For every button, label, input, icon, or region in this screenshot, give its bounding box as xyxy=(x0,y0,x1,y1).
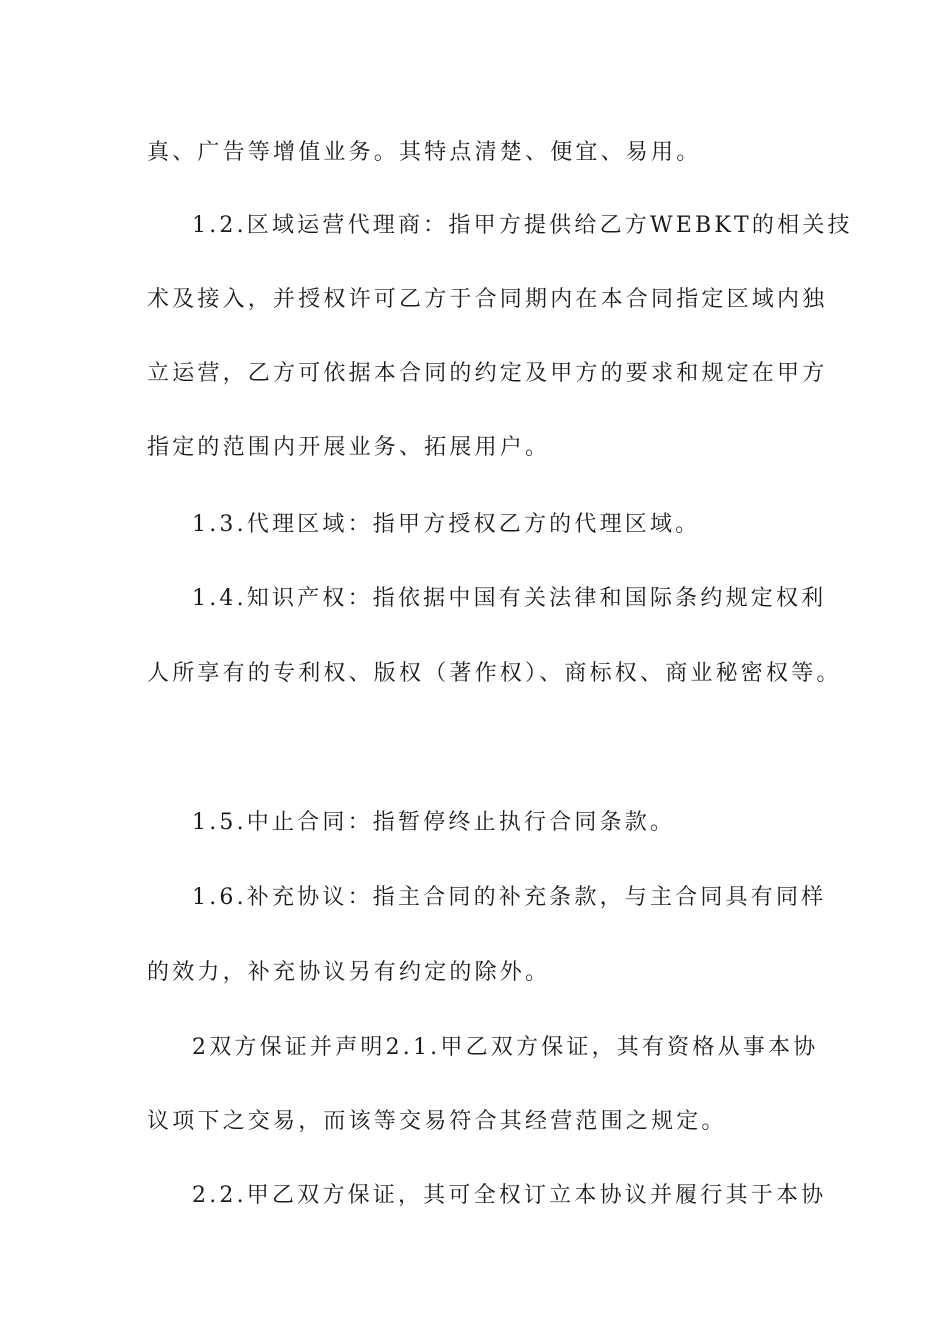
text-line: 议项下之交易，而该等交易符合其经营范围之规定。 xyxy=(147,1109,727,1134)
text-line: 人所享有的专利权、版权（著作权）、商标权、商业秘密权等。 xyxy=(147,661,842,686)
text-line: 1.6.补充协议：指主合同的补充条款，与主合同具有同样 xyxy=(192,885,827,910)
text-line: 2.2.甲乙双方保证，其可全权订立本协议并履行其于本协 xyxy=(192,1183,827,1208)
text-line: 立运营，乙方可依据本合同的约定及甲方的要求和规定在甲方 xyxy=(147,361,828,386)
text-line: 术及接入，并授权许可乙方于合同期内在本合同指定区域内独 xyxy=(147,287,828,312)
text-line: 1.2.区域运营代理商：指甲方提供给乙方WEBKT的相关技 xyxy=(192,213,853,238)
text-line: 1.4.知识产权：指依据中国有关法律和国际条约规定权利 xyxy=(192,586,827,611)
text-line: 真、广告等增值业务。其特点清楚、便宜、易用。 xyxy=(147,140,702,165)
text-line: 1.3.代理区域：指甲方授权乙方的代理区域。 xyxy=(192,512,701,537)
text-line: 1.5.中止合同：指暂停终止执行合同条款。 xyxy=(192,810,676,835)
text-line: 指定的范围内开展业务、拓展用户。 xyxy=(147,435,551,460)
text-line: 的效力，补充协议另有约定的除外。 xyxy=(147,960,551,985)
text-line: 2双方保证并声明2.1.甲乙双方保证，其有资格从事本协 xyxy=(192,1035,819,1060)
